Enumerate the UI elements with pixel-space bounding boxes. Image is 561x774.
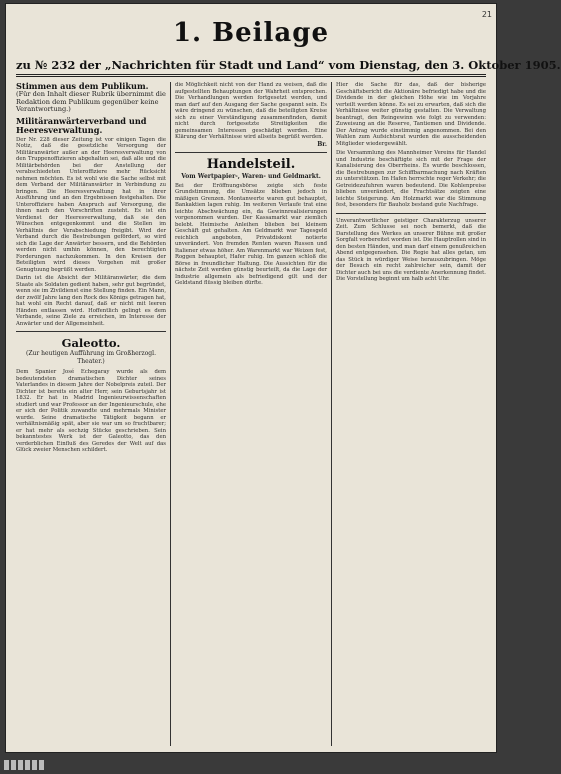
article-body-markt: Bei der Eröffnungsbörse zeigte sich feste Grundstimmung, die Umsätze blieben jedoch in mäßigen Grenzen. Montanwerte waren gut behauptet, Bankaktien lagen ruhig. Im weiteren Verlaufe trat eine leichte Abschwächung ein, da Gewinnrealisierungen vorgenommen wurden. Der Kassamarkt war ziemlich belebt. Heimische Anleihen blieben bei kleinem Geschäft gut gehalten. Am Geldmarkt war Tagesgeld reichlich angeboten, Privatdiskont notierte unverändert. Von fremden Renten waren Russen und Italiener etwas höher. Am Warenmarkt war Weizen fest, Roggen behauptet, Hafer ruhig. Im ganzen schloß die Börse in freundlicher Haltung. Die Aussichten für die nächste Zeit werden günstig beurteilt, da die Lage der Industrie allgemein als befriedigend gilt und der Geldstand flüssig bleiben dürfte. — [175, 182, 327, 286]
article-body-mannheim: Die Versammlung des Mannheimer Vereins für Handel und Industrie beschäftigte sich mit der Frage der Kanalisierung des Oberrheins. Es wurde beschlossen, die Bestrebungen zur Schiffbarmachung nach Kräften zu unterstützen. Im Hafen herrschte reger Verkehr; die Getreidezufuhren waren bedeutend. Die Kohlenpreise blieben unverändert, die Frachtsätze zeigten eine leichte Steigerung. Am Holzmarkt war die Stimmung fest, besonders für Bauholz bestand gute Nachfrage. — [336, 150, 486, 208]
section-note-publikum: (Für den Inhalt dieser Rubrik übernimmt die Redaktion dem Publikum gegenüber keine Verantwortung.) — [16, 90, 166, 113]
article-heading-militaer: Militäranwärterverband und Heeresverwaltung. — [16, 115, 147, 135]
article-body-militaer-2: Darin ist die Absicht der Militäranwärter, die dem Staate als Soldaten gedient haben, sehr gut begründet, wenn sie im Zivildienst eine Stellung finden. Ein Mann, der zwölf Jahre lang den Rock des Königs getragen hat, hat wohl ein Recht darauf, daß er nicht mit leeren Händen entlassen wird. Hoffentlich gelingt es dem Verbande, seine Ziele zu erreichen, im Interesse der Anwärter und der Allgemeinheit. — [16, 275, 166, 327]
article-body-galeotto: Dem Spanier José Echegaray wurde als dem bedeutendsten dramatischen Dichter seines Vaterlandes in diesem Jahre der Nobelpreis zuteil. Der Dichter ist bereits ein alter Herr, sein Geburtsjahr ist 1832. Er hat in Madrid Ingenieurwissenschaften studiert und war Professor an der Ingenieurschule, ehe er sich der Politik zuwandte und mehrmals Minister wurde. Seine dramatische Tätigkeit begann er verhältnismäßig spät, aber sie war um so fruchtbarer; er hat mehr als sechzig Stücke geschrieben. Sein bekanntestes Werk ist der Galeotto, das den verderblichen Einfluß des Geredes der Welt auf das Glück zweier Menschen schildert. — [16, 369, 166, 453]
column-separator-1 — [170, 82, 171, 746]
column-left — [16, 82, 166, 746]
article-heading-markt: Vom Wertpapier-, Waren- und Geldmarkt. — [181, 172, 321, 180]
article-body-galeotto-continued: Unverantwortlicher geistiger Charakterzug unserer Zeit. Zum Schlusse sei noch bemerkt, daß die Darstellung des Werkes an unserer Bühne mit großer Sorgfalt vorbereitet worden ist. Die Hauptrollen sind in den besten Händen, und man darf einem genußreichen Abend entgegensehen. Die Regie hat alles getan, um das Stück in würdiger Weise herauszubringen. Möge der Besuch ein recht zahlreicher sein, damit der Dichter auch bei uns die verdiente Anerkennung findet. Die Vorstellung beginnt um halb acht Uhr. — [336, 217, 486, 282]
article-signature: Br. — [317, 140, 327, 148]
article-body-bericht: Hier die Sache für das, daß der bisherige Geschäftsbericht die Aktionäre befriedigt habe und die Dividende in der gleichen Höhe wie im Vorjahre verteilt werden könne. Es sei zu erwarten, daß sich die Verhältnisse weiter günstig gestalten. Die Verwaltung beantragt, den Reingewinn wie folgt zu verwenden: Zuweisung an die Reserve, Tantiemen und Dividende. Der Antrag wurde einstimmig angenommen. Bei den Wahlen zum Aufsichtsrat wurden die ausscheidenden Mitglieder wiedergewählt. — [336, 82, 486, 147]
article-note-galeotto: (Zur heutigen Aufführung im Großherzogl. Theater.) — [26, 350, 156, 365]
article-body-militaer: Der Nr. 228 dieser Zeitung ist vor einigen Tagen die Notiz, daß die gesetzliche Versorgung der Militäranwärter außer an der Heeresverwaltung von den Truppenoffizieren abgehalten sei, daß alle und die Militärbehörden bei der Anstellung der verabschiedeten Unteroffiziere mehr Rücksicht nehmen möchten. Es ist wohl wie die Sache selbst mit dem Verband der Militäranwärter in Verbindung zu bringen. Die Heeresverwaltung hat in ihrer Ausführung und an den Ergebnissen festgehalten. Die Unteroffiziere haben Anspruch auf Versorgung, die ihnen nach den Vorschriften zusteht. Es ist ein Verdienst der Heeresverwaltung, daß sie den Wünschen entgegenkommt und die Stellen im Verhältnis der Verabschiedung freigibt. Wird der Verband durch die Bestrebungen gefördert, so wird sich die Lage der Anwärter bessern, und die Behörden werden nicht umhin können, den berechtigten Forderungen nachzukommen. In den Kreisen der Beteiligten wird dieses Vorgehen mit großer Genugtuung begrüßt werden. — [16, 136, 166, 273]
column-separator-2 — [331, 82, 332, 746]
section-heading-handelsteil: Handelsteil. — [206, 156, 296, 172]
column-divider — [16, 331, 166, 332]
article-body-continued: die Möglichkeit nicht von der Hand zu weisen, daß die aufgestellten Behauptungen der Wahrheit entsprechen. Die Verhandlungen werden fortgesetzt werden, und man darf auf den Ausgang der Sache gespannt sein. Es wäre dringend zu wünschen, daß die beteiligten Kreise sich zu einer Verständigung zusammenfinden, damit nicht durch fortgesetzte Streitigkeiten die gemeinsamen Interessen geschädigt werden. Eine Klärung der Verhältnisse wird allseits begrüßt werden. — [175, 82, 327, 140]
supplement-subtitle: zu № 232 der „Nachrichten für Stadt und Land“ vom Dienstag, den 3. Oktober 1905. — [16, 58, 561, 72]
header-rule — [16, 74, 486, 75]
column-right — [336, 82, 486, 746]
newspaper-page — [6, 4, 561, 752]
header-rule-double — [16, 76, 486, 77]
column-middle — [175, 82, 327, 746]
column-divider — [175, 152, 327, 153]
page-number: 21 — [481, 10, 492, 19]
library-logo — [4, 755, 64, 767]
section-heading-publikum: Stimmen aus dem Publikum. — [16, 81, 149, 91]
article-heading-galeotto: Galeotto. — [61, 336, 121, 350]
supplement-title: 1. Beilage — [172, 18, 330, 48]
column-divider — [336, 213, 486, 214]
